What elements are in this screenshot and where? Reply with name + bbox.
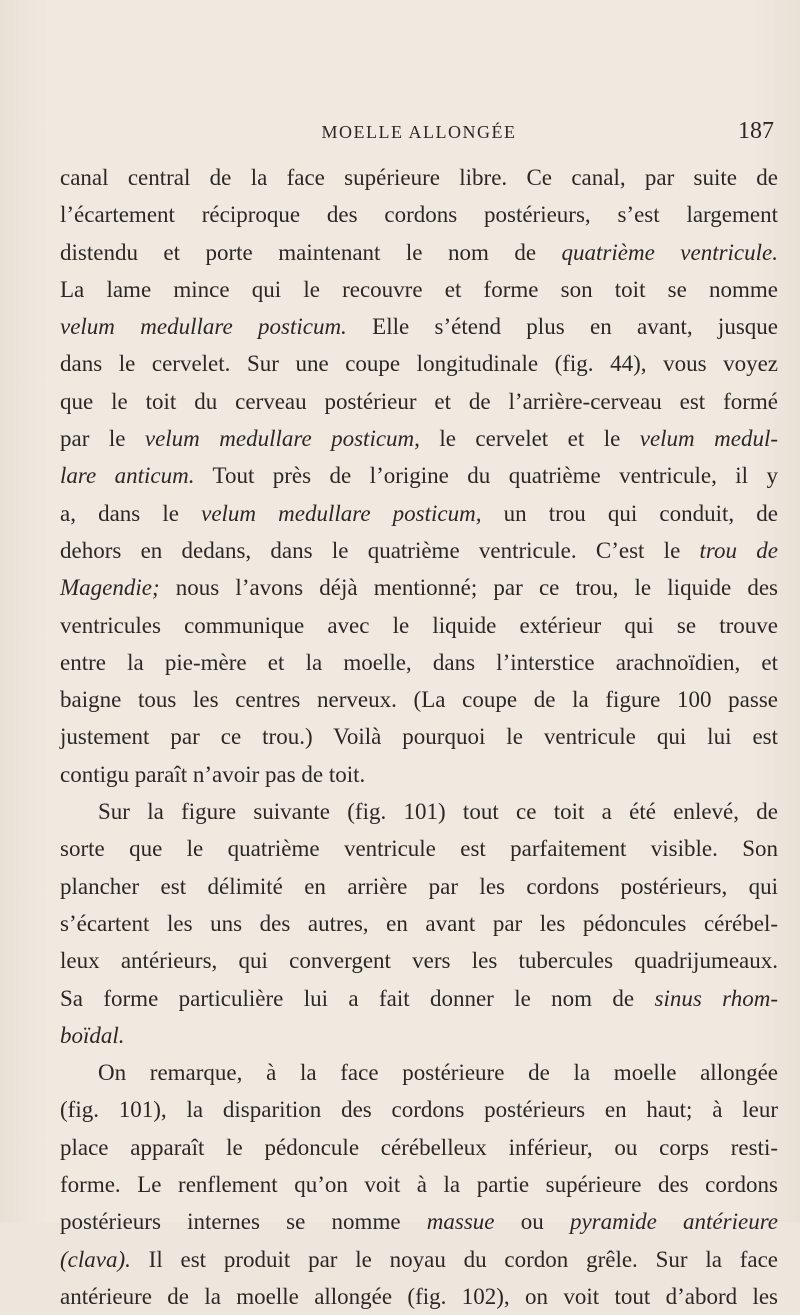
page-number: 187	[738, 118, 774, 144]
italic-term: quatrième ventricule.	[561, 239, 778, 265]
italic-term: pyramide antérieure	[569, 1209, 778, 1235]
text-line	[60, 681, 778, 718]
text-segment: antérieure de la moelle allongée (fig. 102), on voit tout d’abord les	[60, 1283, 778, 1309]
text-segment: distendu et porte maintenant le nom de	[60, 239, 562, 265]
text-line	[60, 793, 778, 830]
text-line	[60, 196, 778, 233]
text-segment: Sa forme particulière lui a fait donner le nom de	[60, 985, 655, 1011]
italic-term: massue	[426, 1209, 495, 1235]
text-segment: leux antérieurs, qui convergent vers les tubercules quadrijumeaux.	[60, 948, 778, 974]
text-line	[60, 905, 778, 942]
text-line	[60, 830, 778, 867]
text-line	[60, 1054, 778, 1091]
text-line	[60, 942, 778, 979]
text-line	[60, 1166, 778, 1203]
text-segment: canal central de la face supérieure libre. Ce canal, par suite de	[60, 165, 778, 190]
text-segment: a, dans le	[60, 500, 202, 526]
text-segment: La lame mince qui le recouvre et forme son toit se nomme	[60, 276, 778, 302]
text-segment: Il est produit par le noyau du cordon grêle. Sur la face	[130, 1246, 778, 1272]
body-text	[60, 159, 778, 1315]
text-line	[60, 718, 778, 755]
italic-term: lare anticum.	[60, 463, 195, 489]
text-segment: (fig. 101), la disparition des cordons postérieurs en haut; à leur	[60, 1097, 778, 1123]
text-line	[60, 569, 778, 606]
text-segment: le cervelet et le	[419, 426, 640, 452]
italic-term: (clava).	[60, 1246, 131, 1272]
page-header	[60, 118, 778, 146]
text-segment: contigu paraît n’avoir pas de toit.	[60, 761, 366, 787]
text-line	[60, 383, 778, 420]
text-segment: dehors en dedans, dans le quatrième ventricule. C’est le	[60, 537, 700, 563]
italic-term: boïdal.	[60, 1022, 125, 1048]
text-line	[60, 234, 778, 271]
italic-term: Magendie;	[60, 575, 160, 601]
text-line	[60, 868, 778, 905]
text-line	[60, 495, 778, 532]
text-line	[60, 308, 778, 345]
text-segment: Elle s’étend plus en avant, jusque	[346, 314, 778, 340]
text-segment: par le	[60, 426, 145, 452]
text-segment: justement par ce trou.) Voilà pourquoi le ventricule qui lui est	[60, 724, 778, 750]
text-segment: l’écartement réciproque des cordons postérieurs, s’est largement	[60, 202, 778, 228]
text-segment: plancher est délimité en arrière par les cordons postérieurs, qui	[60, 873, 778, 899]
text-line	[60, 1091, 778, 1128]
text-segment: forme. Le renflement qu’on voit à la partie supérieure des cordons	[60, 1172, 778, 1198]
italic-term: velum medullare posticum,	[144, 426, 420, 452]
text-line	[60, 457, 778, 494]
text-line	[60, 532, 778, 569]
text-line	[60, 1129, 778, 1166]
italic-term: sinus rhom-	[654, 985, 778, 1011]
italic-term: velum medullare posticum.	[60, 314, 347, 340]
text-line	[60, 607, 778, 644]
text-segment: que le toit du cerveau postérieur et de l’arrière-cerveau est formé	[60, 388, 778, 414]
text-line	[60, 1241, 778, 1278]
text-line	[60, 980, 778, 1017]
text-line	[60, 345, 778, 382]
text-segment: ou	[494, 1209, 570, 1235]
text-line	[60, 644, 778, 681]
text-line	[60, 1017, 778, 1054]
text-segment: Tout près de l’origine du quatrième ventricule, il y	[194, 463, 778, 489]
italic-term: trou de	[699, 537, 778, 563]
text-segment: place apparaît le pédoncule cérébelleux inférieur, ou corps resti-	[60, 1134, 778, 1160]
text-line	[60, 271, 778, 308]
text-segment: baigne tous les centres nerveux. (La coupe de la figure 100 passe	[60, 687, 778, 713]
italic-term: velum medul-	[639, 426, 778, 452]
text-segment: nous l’avons déjà mentionné; par ce trou, le liquide des	[159, 575, 778, 601]
text-segment: entre la pie-mère et la moelle, dans l’interstice arachnoïdien, et	[60, 649, 778, 675]
text-segment: Sur la figure suivante (fig. 101) tout ce toit a été enlevé, de	[98, 799, 778, 825]
text-segment: postérieurs internes se nomme	[60, 1209, 427, 1235]
text-line	[60, 420, 778, 457]
text-line	[60, 756, 778, 793]
text-segment: ventricules communique avec le liquide extérieur qui se trouve	[60, 612, 778, 638]
text-segment: dans le cervelet. Sur une coupe longitudinale (fig. 44), vous voyez	[60, 351, 778, 377]
text-line	[60, 159, 778, 196]
text-line	[60, 1278, 778, 1315]
text-segment: sorte que le quatrième ventricule est parfaitement visible. Son	[60, 836, 778, 862]
text-segment: un trou qui conduit, de	[481, 500, 779, 526]
running-head: MOELLE ALLONGÉE	[321, 122, 517, 142]
text-segment: s’écartent les uns des autres, en avant par les pédoncules cérébel-	[60, 910, 778, 936]
text-segment: On remarque, à la face postérieure de la moelle allongée	[98, 1060, 778, 1086]
italic-term: velum medullare posticum,	[201, 500, 482, 526]
